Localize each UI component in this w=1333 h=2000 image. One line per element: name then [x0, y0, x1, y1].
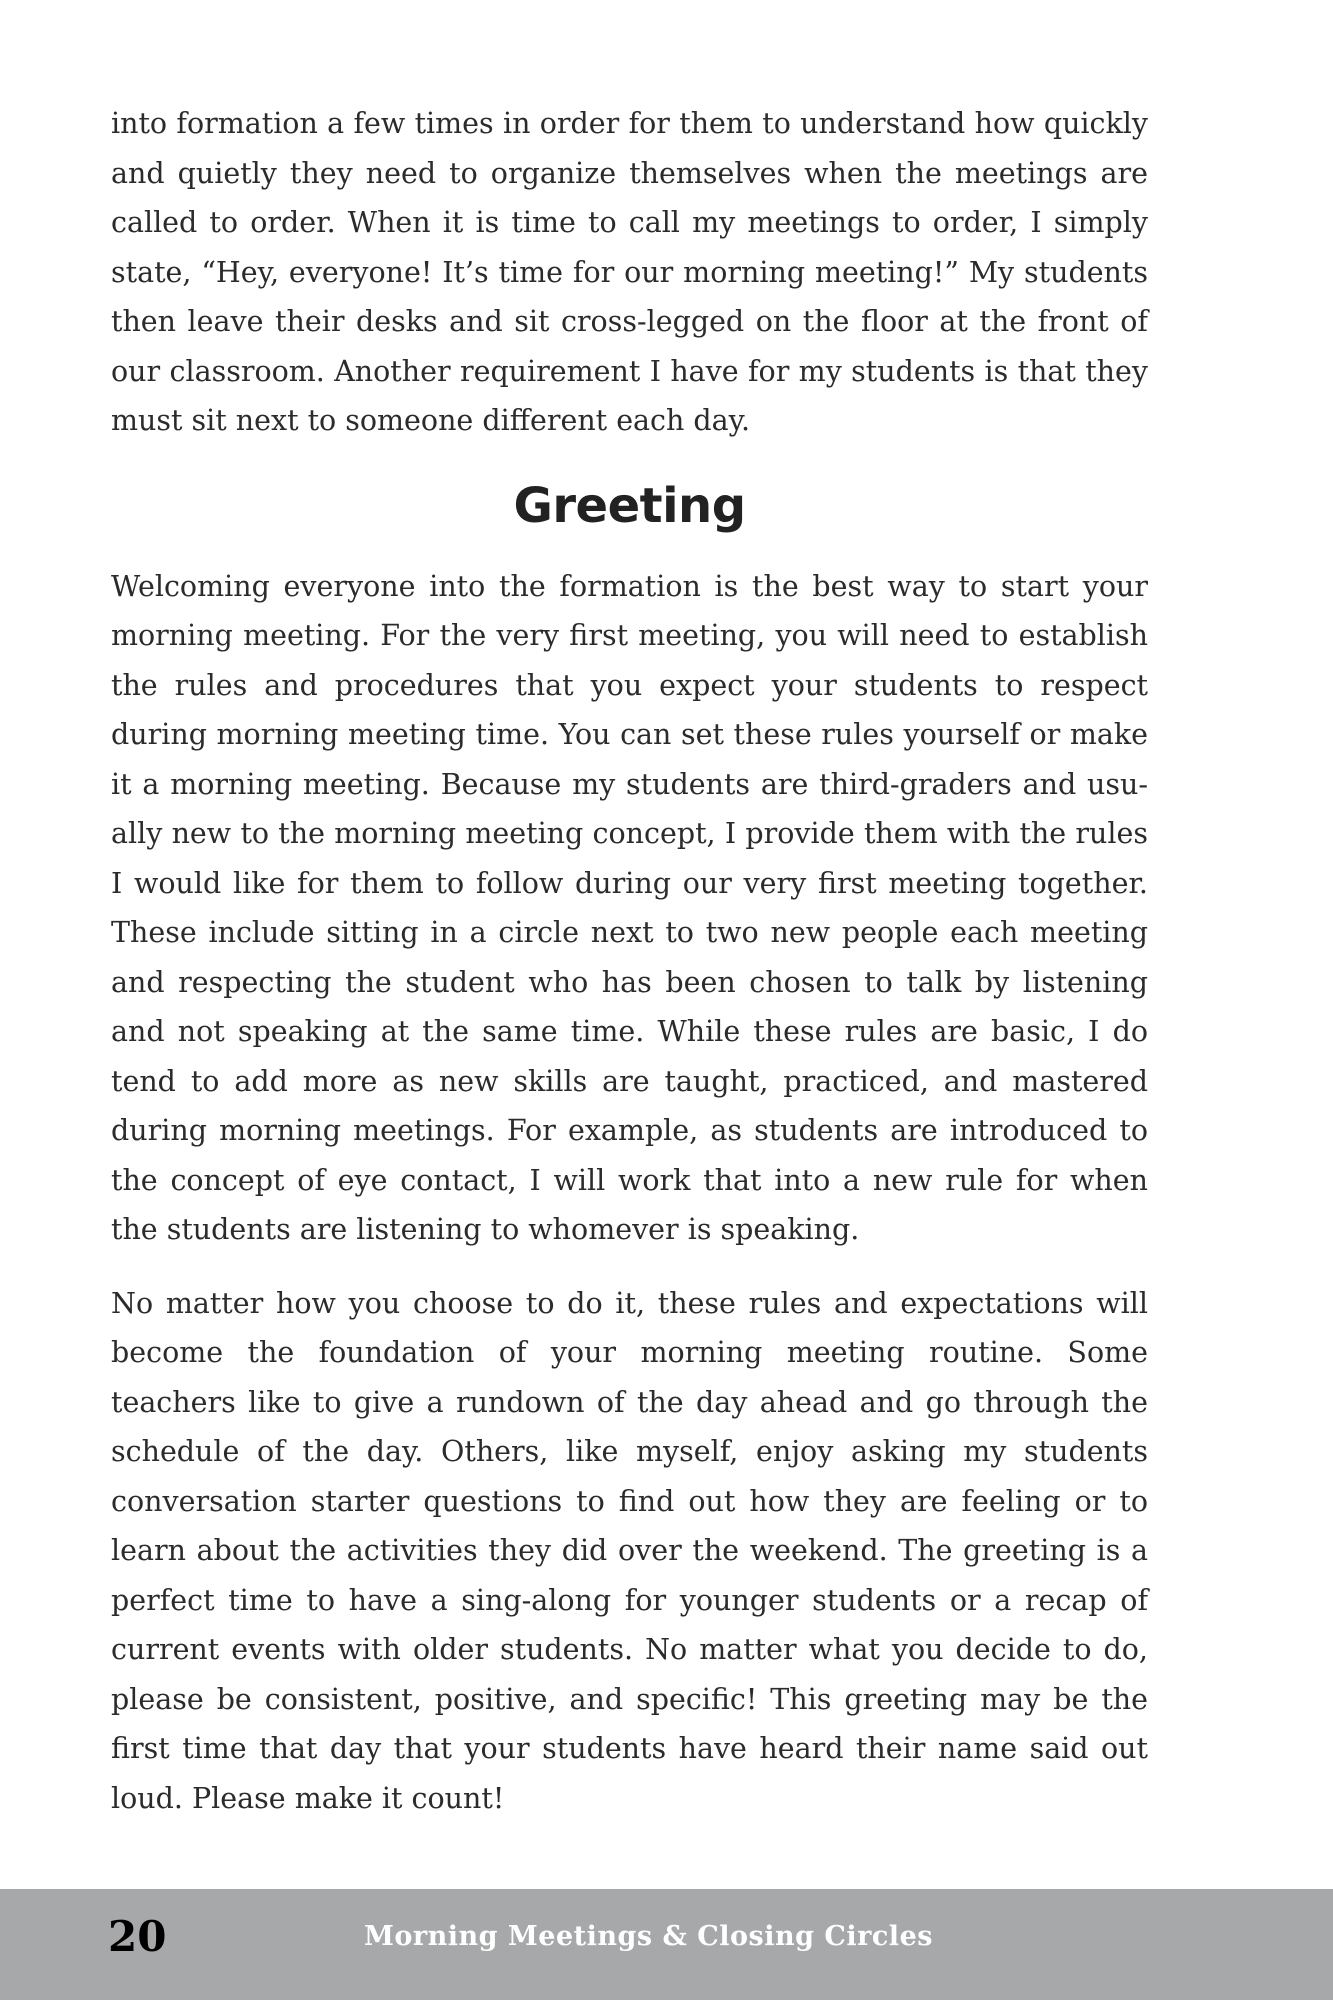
paragraph-greeting-1: Welcoming everyone into the formation is the best way to start your morning meeting. For the very first meeting, you will need to establish the rules and procedures that you expect your students to respect during morning meeting time. You can set these rules yourself or make it a morning meeting. Because my students are third-graders and usually new to the morning meeting concept, I provide them with the rules I would like for them to follow during our very first meeting together. These include sitting in a circle next to two new people each meeting and respecting the student who has been chosen to talk by listening and not speaking at the same time. While these rules are basic, I do tend to add more as new skills are taught, practiced, and mastered during morning meetings. For example, as students are introduced to the concept of eye contact, I will work that into a new rule for when the students are listening to whomever is speaking.	[111, 569, 1148, 1246]
page-body	[111, 99, 1148, 1823]
page-number: 20	[108, 1912, 167, 1961]
section-heading: Greeting	[513, 477, 746, 534]
paragraph-intro: into formation a few times in order for them to understand how quickly and quietly they need to organize themselves when the meetings are called to order. When it is time to call my meetings to order, I simply state, “Hey, everyone! It’s time for our morning meeting!” My students then leave their desks and sit cross-legged on the floor at the front of our classroom. Another requirement I have for my students is that they must sit next to someone different each day.	[111, 107, 1148, 437]
page-footer	[0, 1889, 1333, 2000]
paragraph-greeting-2: No matter how you choose to do it, these rules and expectations will become the foundation of your morning meeting routine. Some teachers like to give a rundown of the day ahead and go through the schedule of the day. Others, like myself, enjoy asking my students conversation starter questions to find out how they are feeling or to learn about the activities they did over the weekend. The greeting is a perfect time to have a sing-along for younger students or a recap of current events with older students. No matter what you decide to do, please be consistent, positive, and specific! This greeting may be the first time that day that your students have heard their name said out loud. Please make it count!	[111, 1286, 1148, 1815]
running-title: Morning Meetings & Closing Circles	[364, 1921, 933, 1952]
